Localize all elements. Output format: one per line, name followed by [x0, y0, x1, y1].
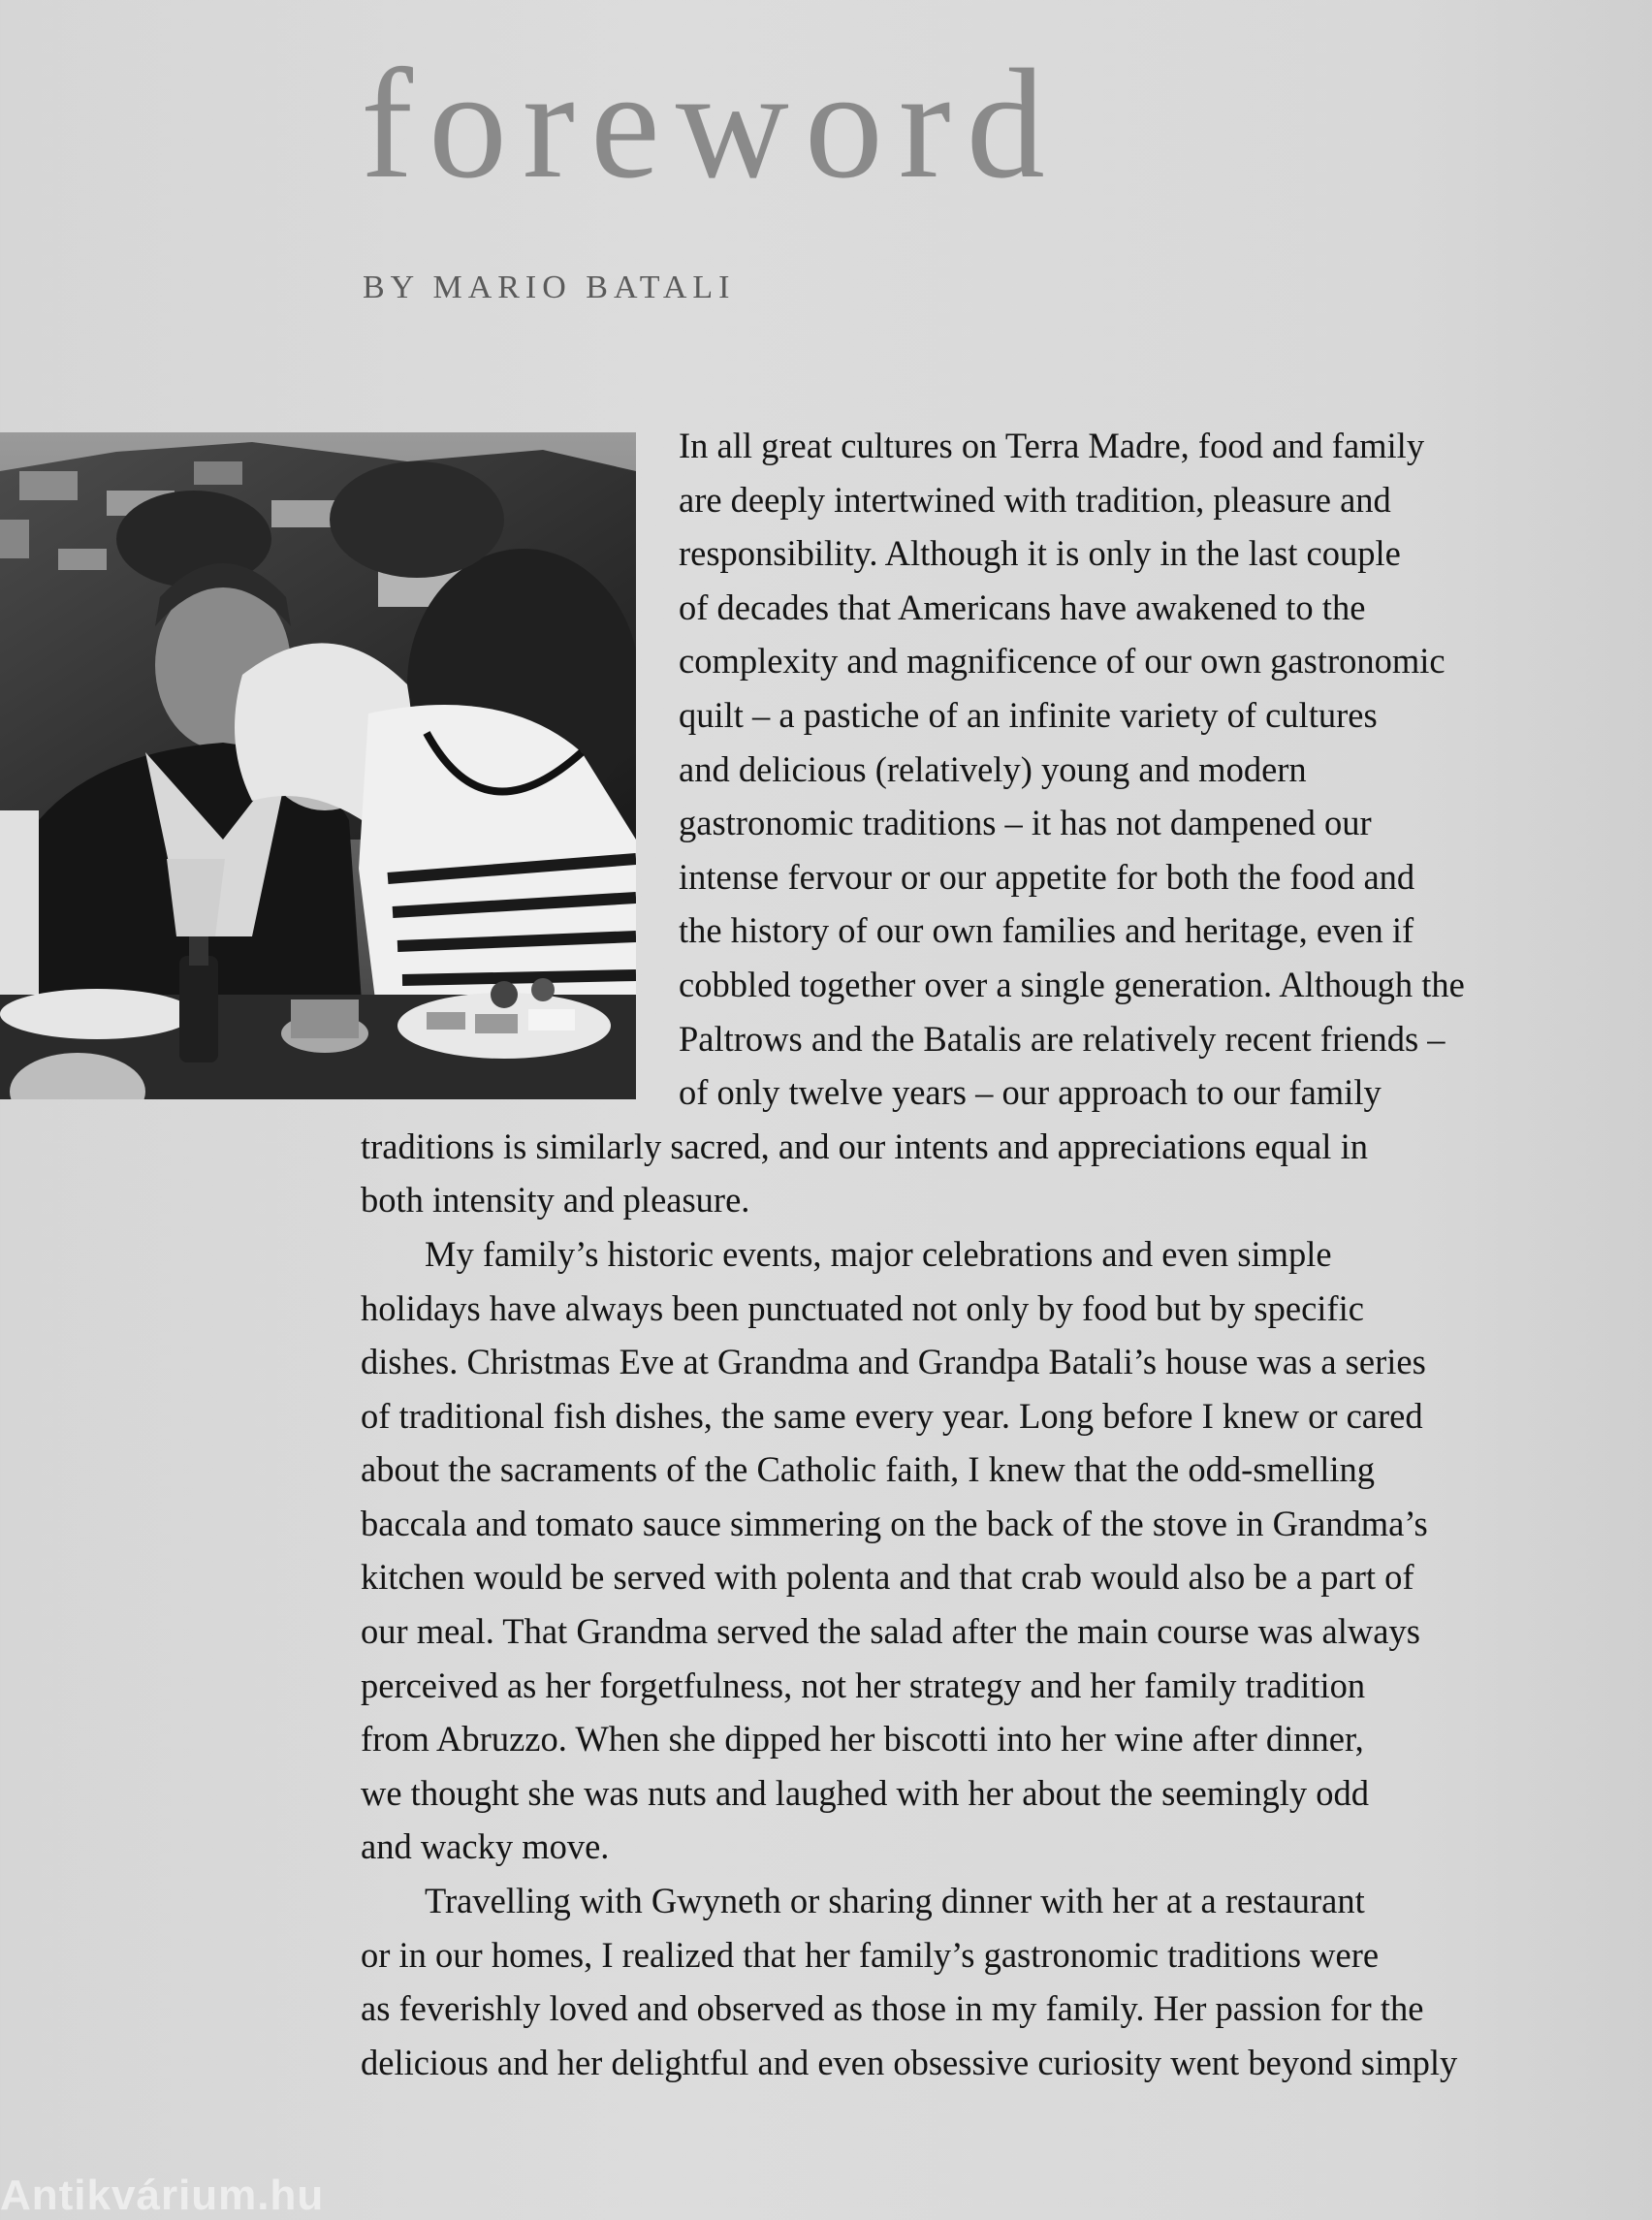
text-line: delicious and her delightful and even obsessive curiosity went beyond simply [361, 2042, 1458, 2082]
text-line: dishes. Christmas Eve at Grandma and Grandpa Batali’s house was a series [361, 1342, 1426, 1382]
text-line: baccala and tomato sauce simmering on the back of the stove in Grandma’s [361, 1503, 1428, 1543]
text-line: perceived as her forgetfulness, not her strategy and her family tradition [361, 1665, 1366, 1705]
page-title: foreword [361, 38, 1061, 211]
text-line: quilt – a pastiche of an infinite variety of cultures [679, 694, 1378, 735]
text-line: holidays have always been punctuated not only by food but by specific [361, 1287, 1364, 1328]
text-line: of decades that Americans have awakened to the [679, 587, 1366, 627]
text-line: In all great cultures on Terra Madre, food and family [679, 426, 1425, 465]
text-line: intense fervour or our appetite for both the food and [679, 856, 1415, 897]
text-line: traditions is similarly sacred, and our intents and appreciations equal in [361, 1126, 1368, 1166]
text-line: or in our homes, I realized that her family’s gastronomic traditions were [361, 1934, 1380, 1975]
text-line: about the sacraments of the Catholic faith, I knew that the odd-smelling [361, 1449, 1376, 1490]
text-line: of traditional fish dishes, the same every year. Long before I knew or cared [361, 1395, 1423, 1436]
text-line: My family’s historic events, major celebrations and even simple [425, 1233, 1332, 1274]
text-line: are deeply intertwined with tradition, pleasure and [679, 479, 1391, 520]
text-line: from Abruzzo. When she dipped her biscotti into her wine after dinner, [361, 1719, 1364, 1760]
text-line: as feverishly loved and observed as those in my family. Her passion for the [361, 1988, 1424, 2029]
body-text [361, 419, 1580, 2089]
text-line: and delicious (relatively) young and modern [679, 748, 1307, 789]
text-line: Paltrows and the Batalis are relatively recent friends – [679, 1018, 1446, 1059]
text-line: our meal. That Grandma served the salad after the main course was always [361, 1611, 1420, 1652]
text-line: the history of our own families and heritage, even if [679, 910, 1414, 951]
text-line: responsibility. Although it is only in the last couple [679, 533, 1401, 574]
author-byline: BY MARIO BATALI [363, 270, 736, 305]
text-line: of only twelve years – our approach to our family [679, 1072, 1382, 1113]
text-line: both intensity and pleasure. [361, 1180, 750, 1221]
text-line: we thought she was nuts and laughed with her about the seemingly odd [361, 1772, 1370, 1813]
text-line: Travelling with Gwyneth or sharing dinner with her at a restaurant [425, 1881, 1365, 1921]
text-line: complexity and magnificence of our own gastronomic [679, 641, 1446, 682]
text-line: and wacky move. [361, 1826, 610, 1867]
watermark: Antikvárium.hu [0, 2172, 325, 2219]
text-line: gastronomic traditions – it has not dampened our [679, 803, 1372, 843]
text-line: kitchen would be served with polenta and that crab would also be a part of [361, 1557, 1414, 1598]
text-line: cobbled together over a single generation. Although the [679, 964, 1465, 1004]
